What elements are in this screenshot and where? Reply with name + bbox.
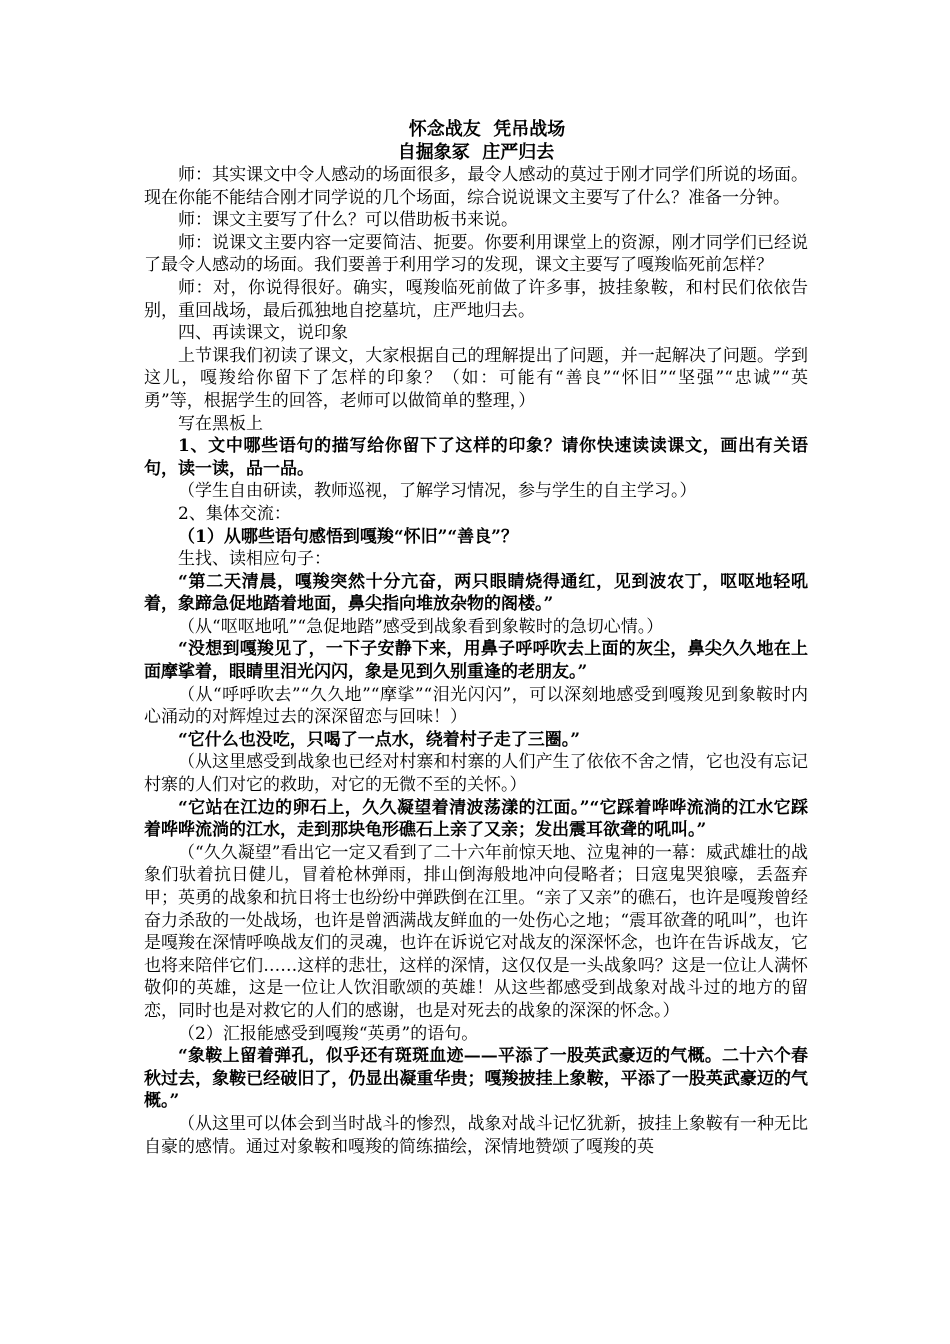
- paragraph: 师：课文主要写了什么？可以借助板书来说。: [178, 210, 518, 231]
- commentary: （从这里感受到战象也已经对村寨和村寨的人们产生了依依不舍之情，它也没有忘记村寨的人们对它的救助，对它的无微不至的关怀。）: [144, 752, 808, 796]
- quote: “它什么也没吃，只喝了一点水，绕着村子走了三圈。”: [178, 729, 581, 750]
- quote: “象鞍上留着弹孔，似乎还有斑斑血迹——平添了一股英武豪迈的气概。二十六个春秋过去，象鞍已经破旧了，仍显出凝重华贵；嘎羧披挂上象鞍，平添了一股英武豪迈的气概。”: [144, 1046, 808, 1112]
- paragraph: 生找、读相应句子：: [178, 549, 331, 570]
- title-line-1: 怀念战友 凭吊战场: [408, 119, 566, 140]
- quote: “它站在江边的卵石上，久久凝望着清波荡漾的江面。”“它踩着哗哗流淌的江水它踩着哗哗流淌的江水，走到那块龟形礁石上亲了又亲；发出震耳欲聋的吼叫。”: [144, 797, 808, 841]
- quote: “没想到嘎羧见了，一下子安静下来，用鼻子呼呼吹去上面的灰尘，鼻尖久久地在上面摩挲着，眼睛里泪光闪闪，象是见到久别重逢的老朋友。”: [144, 639, 808, 683]
- commentary: （从“呕呕地吼”“急促地踏”感受到战象看到象鞍时的急切心情。）: [178, 616, 664, 637]
- paragraph: （学生自由研读，教师巡视，了解学习情况，参与学生的自主学习。）: [178, 481, 697, 502]
- sub-question: （1）从哪些语句感悟到嘎羧“怀旧”“善良”？: [178, 526, 518, 547]
- section-heading: 四、再读课文，说印象: [178, 323, 348, 344]
- commentary: （从“呼呼吹去”“久久地”“摩挲”“泪光闪闪”，可以深刻地感受到嘎羧见到象鞍时内心涌动的对辉煌过去的深深留恋与回味！）: [144, 684, 808, 728]
- paragraph: 师：其实课文中令人感动的场面很多，最令人感动的莫过于刚才同学们所说的场面。现在你能不能结合刚才同学说的几个场面，综合说说课文主要写了什么？准备一分钟。: [144, 165, 808, 208]
- subheading: 2、集体交流：: [178, 503, 291, 524]
- paragraph: 写在黑板上: [178, 413, 263, 434]
- quote: “第二天清晨，嘎羧突然十分亢奋，两只眼睛烧得通红，见到波农丁，呕呕地轻吼着，象蹄急促地踏着地面，鼻尖指向堆放杂物的阁楼。”: [144, 571, 808, 615]
- sub-question: （2）汇报能感受到嘎羧“英勇”的语句。: [178, 1023, 479, 1044]
- paragraph: 师：对，你说得很好。确实，嘎羧临死前做了许多事，披挂象鞍，和村民们依依告别，重回战场，最后孤独地自挖墓坑，庄严地归去。: [144, 277, 808, 321]
- task-question: 1、文中哪些语句的描写给你留下了这样的印象？请你快速读读课文，画出有关语句，读一读，品一品。: [144, 436, 808, 479]
- commentary: （从这里可以体会到当时战斗的惨烈，战象对战斗记忆犹新，披挂上象鞍有一种无比自豪的感情。通过对象鞍和嘎羧的简练描绘，深情地赞颂了嘎羧的英: [144, 1113, 808, 1157]
- paragraph: 上节课我们初读了课文，大家根据自己的理解提出了问题，并一起解决了问题。学到这儿，嘎羧给你留下了怎样的印象？（如：可能有“善良”“怀旧”“坚强”“忠诚”“英勇”等，根据学生的回答，老师可以做简单的整理，）: [144, 345, 808, 411]
- title-line-2: 自掘象冢 庄严归去: [397, 142, 555, 163]
- paragraph: 师：说课文主要内容一定要简洁、扼要。你要利用课堂上的资源，刚才同学们已经说了最令人感动的场面。我们要善于利用学习的发现，课文主要写了嘎羧临死前怎样？: [144, 232, 808, 276]
- commentary: （“久久凝望”看出它一定又看到了二十六年前惊天地、泣鬼神的一幕：威武雄壮的战象们驮着抗日健儿，冒着枪林弹雨，排山倒海般地冲向侵略者；日寇鬼哭狼嚎，丢盔弃甲；英勇的战象和抗日将士也纷纷中弹跌倒在江里。“亲了又亲”的礁石，也许是嘎羧曾经奋力杀敌的一处战场，也许是曾洒满战友鲜血的一处伤心之地；“震耳欲聋的吼叫”，也许是嘎羧在深情呼唤战友们的灵魂，也许在诉说它对战友的深深怀念，也许在告诉战友，它也将来陪伴它们……这样的悲壮，这样的深情，这仅仅是一头战象吗？这是一位让人满怀敬仰的英雄，这是一位让人饮泪歌颂的英雄！从这些都感受到战象对战斗过的地方的留恋，同时也是对救它的人们的感谢，也是对死去的战象的深深的怀念。）: [144, 842, 808, 1021]
